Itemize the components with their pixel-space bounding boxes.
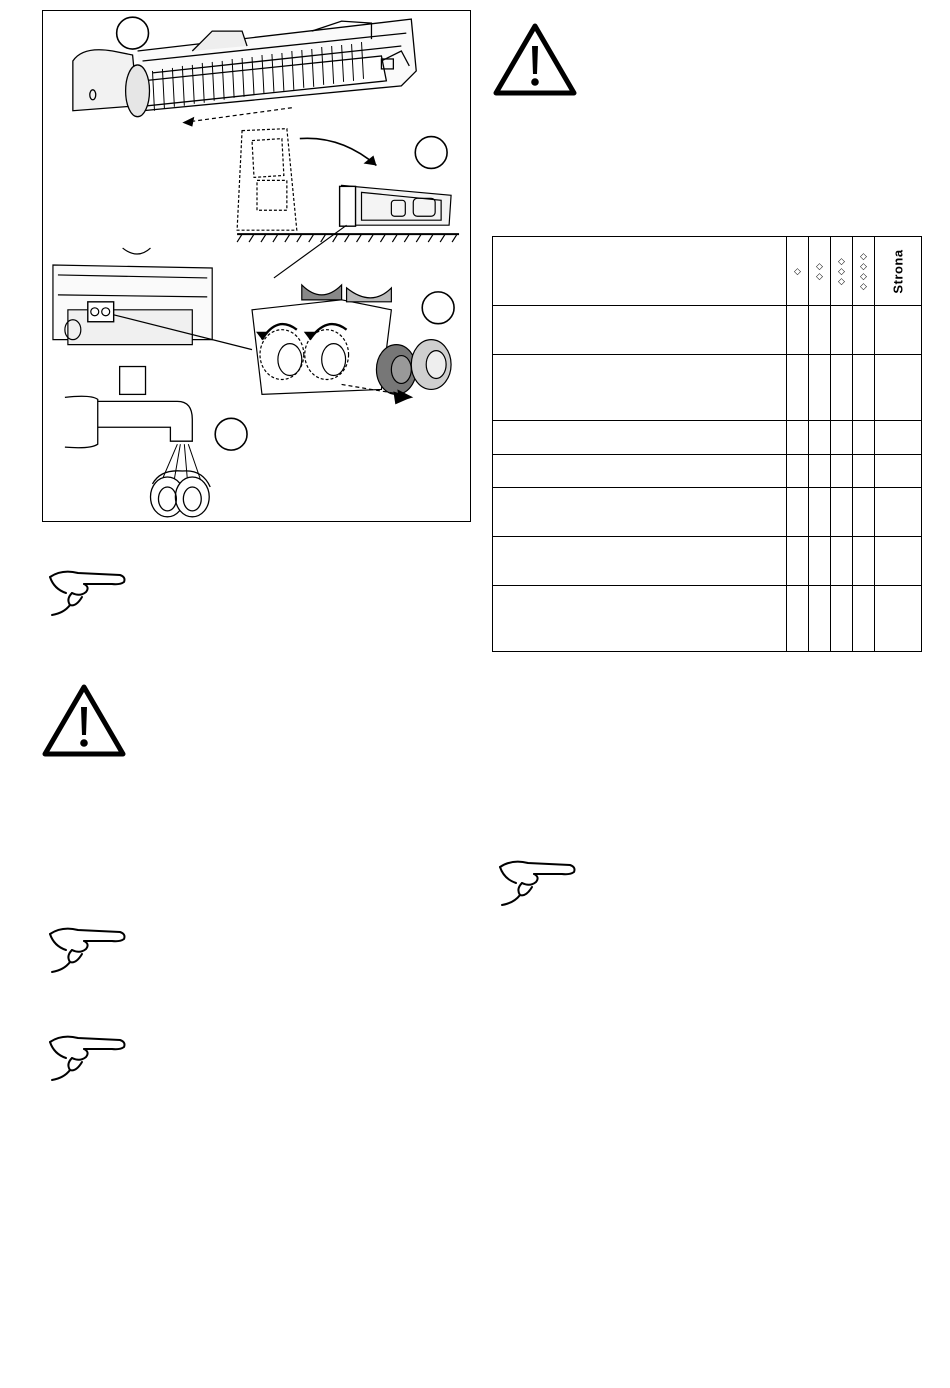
pointing-hand-icon: [44, 565, 128, 621]
table-row: [493, 306, 922, 355]
table-row: [493, 421, 922, 455]
header-level-2: [809, 237, 831, 306]
troubleshooting-table: [492, 236, 922, 652]
level-diamond: ◇: [860, 261, 867, 271]
level-diamond: ◇: [816, 271, 823, 281]
table-header-row: [493, 237, 922, 306]
header-level-3: [831, 237, 853, 306]
roller-removal-drawing: [53, 248, 451, 394]
warning-triangle-icon: [493, 22, 577, 96]
table-row: [493, 355, 922, 421]
header-description-cell: [493, 237, 787, 306]
level-diamond: ◇: [860, 271, 867, 281]
pointing-hand-icon: [494, 855, 578, 911]
warning-triangle-icon: [42, 683, 126, 757]
row-description: [493, 421, 787, 455]
row-page: [875, 586, 922, 652]
level-diamond: ◇: [838, 276, 845, 286]
row-page: [875, 306, 922, 355]
row-description: [493, 586, 787, 652]
pointing-hand-icon: [44, 922, 128, 978]
callout-circle-1: [117, 17, 149, 49]
table-row: [493, 586, 922, 652]
row-description: [493, 537, 787, 586]
roller-cleaning-drawing: [43, 11, 470, 521]
rinsing-tap-drawing: [65, 367, 210, 517]
row-description: [493, 455, 787, 488]
callout-circle-3: [422, 292, 454, 324]
table-row: [493, 488, 922, 537]
level-diamond: ◇: [860, 251, 867, 261]
level-1-diamonds: ◇: [794, 266, 801, 276]
header-level-4: [853, 237, 875, 306]
row-page: [875, 355, 922, 421]
table-row: [493, 455, 922, 488]
level-diamond: ◇: [838, 256, 845, 266]
row-page: [875, 421, 922, 455]
level-diamond: ◇: [860, 281, 867, 291]
row-description: [493, 306, 787, 355]
level-diamond: ◇: [816, 261, 823, 271]
level-diamond: ◇: [838, 266, 845, 276]
pointing-hand-icon: [44, 1030, 128, 1086]
callout-circle-4: [215, 418, 247, 450]
row-page: [875, 488, 922, 537]
row-description: [493, 488, 787, 537]
callout-circle-2: [415, 137, 447, 169]
row-page: [875, 537, 922, 586]
table-row: [493, 537, 922, 586]
header-page: [875, 237, 922, 306]
maintenance-illustration: [42, 10, 471, 522]
header-level-1: [787, 237, 809, 306]
row-description: [493, 355, 787, 421]
page-column-label: Strona: [890, 248, 906, 294]
row-page: [875, 455, 922, 488]
